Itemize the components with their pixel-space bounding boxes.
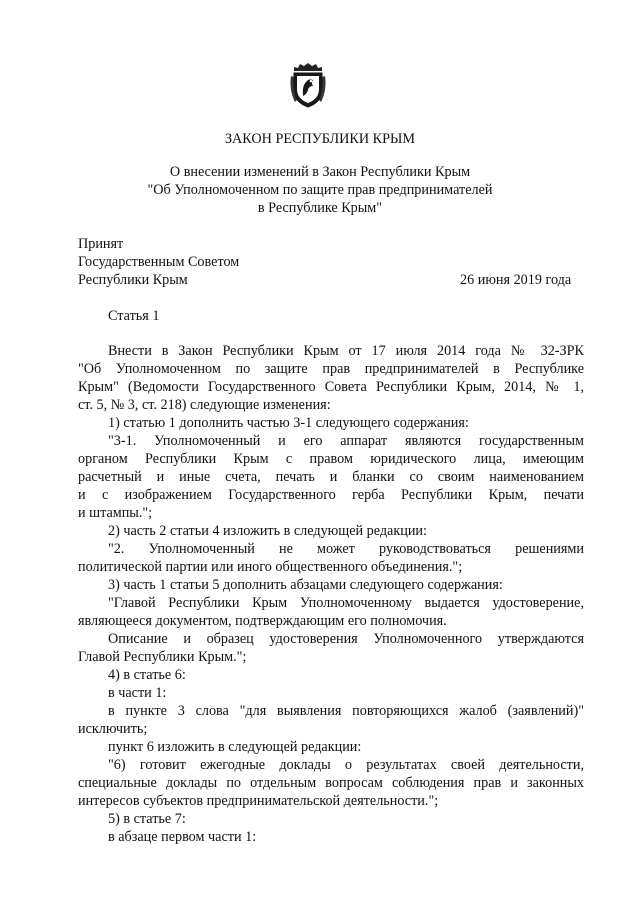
- amendment-text-line: в части 1:: [108, 685, 167, 701]
- amendment-text-line: расчетный и иные счета, печать и бланки со своим наименованием: [78, 469, 584, 485]
- amendment-text-line: "6) готовит ежегодные доклады о результатах своей деятельности,: [108, 757, 584, 773]
- amendment-text-line: пункт 6 изложить в следующей редакции:: [108, 739, 362, 755]
- amendment-text-line: и штампы.";: [78, 505, 153, 521]
- amendment-text-line: и с изображением Государственного герба Республики Крым, печати: [78, 487, 584, 503]
- amendment-text-line: являющееся документом, подтверждающим его полномочия.: [78, 613, 447, 629]
- document-title: ЗАКОН РЕСПУБЛИКИ КРЫМ: [224, 131, 416, 147]
- amendment-text-line: органом Республики Крым с правом юридического лица, имеющим: [78, 451, 584, 467]
- intro-line: "Об Уполномоченном по защите прав предпринимателей в Республике: [78, 361, 584, 377]
- amendment-text-line: "Главой Республики Крым Уполномоченному выдается удостоверение,: [108, 595, 584, 611]
- adopted-line: Республики Крым: [78, 272, 188, 288]
- amendment-text-line: Описание и образец удостоверения Уполномоченного утверждаются: [108, 631, 584, 647]
- amendment-text-line: интересов субъектов предпринимательской деятельности.";: [78, 793, 439, 809]
- intro-line: ст. 5, № 3, ст. 218) следующие изменения:: [78, 397, 331, 413]
- amendment-text-line: в абзаце первом части 1:: [108, 829, 257, 845]
- amendment-text-line: исключить;: [78, 721, 148, 737]
- intro-line: Крым" (Ведомости Государственного Совета Республики Крым, 2014, № 1,: [78, 379, 584, 395]
- subtitle-line: О внесении изменений в Закон Республики Крым: [169, 164, 471, 180]
- intro-line: Внести в Закон Республики Крым от 17 июля 2014 года № 32-ЗРК: [108, 343, 584, 359]
- adopted-line: Государственным Советом: [78, 254, 240, 270]
- subtitle-line: в Республике Крым": [257, 200, 383, 216]
- amendment-text-line: политической партии или иного общественного объединения.";: [78, 559, 463, 575]
- amendment-item-5: 5) в статье 7:: [108, 811, 186, 827]
- subtitle-line: "Об Уполномоченном по защите прав предпринимателей: [147, 182, 493, 198]
- adoption-date: 26 июня 2019 года: [460, 272, 572, 288]
- amendment-item-1: 1) статью 1 дополнить частью 3-1 следующего содержания:: [108, 415, 469, 431]
- amendment-item-3: 3) часть 1 статьи 5 дополнить абзацами следующего содержания:: [108, 577, 503, 593]
- amendment-text-line: в пункте 3 слова "для выявления повторяющихся жалоб (заявлений)": [108, 703, 584, 719]
- amendment-text-line: Главой Республики Крым.";: [78, 649, 247, 665]
- amendment-text-line: специальные доклады по отдельным вопросам соблюдения прав и законных: [78, 775, 584, 791]
- adopted-line: Принят: [78, 236, 124, 252]
- amendment-text-line: "3-1. Уполномоченный и его аппарат являются государственным: [108, 433, 584, 449]
- amendment-item-2: 2) часть 2 статьи 4 изложить в следующей редакции:: [108, 523, 427, 539]
- amendment-text-line: "2. Уполномоченный не может руководствоваться решениями: [108, 541, 584, 557]
- article-heading: Статья 1: [108, 308, 160, 324]
- amendment-item-4: 4) в статье 6:: [108, 667, 186, 683]
- crimea-coat-of-arms-icon: [289, 62, 327, 108]
